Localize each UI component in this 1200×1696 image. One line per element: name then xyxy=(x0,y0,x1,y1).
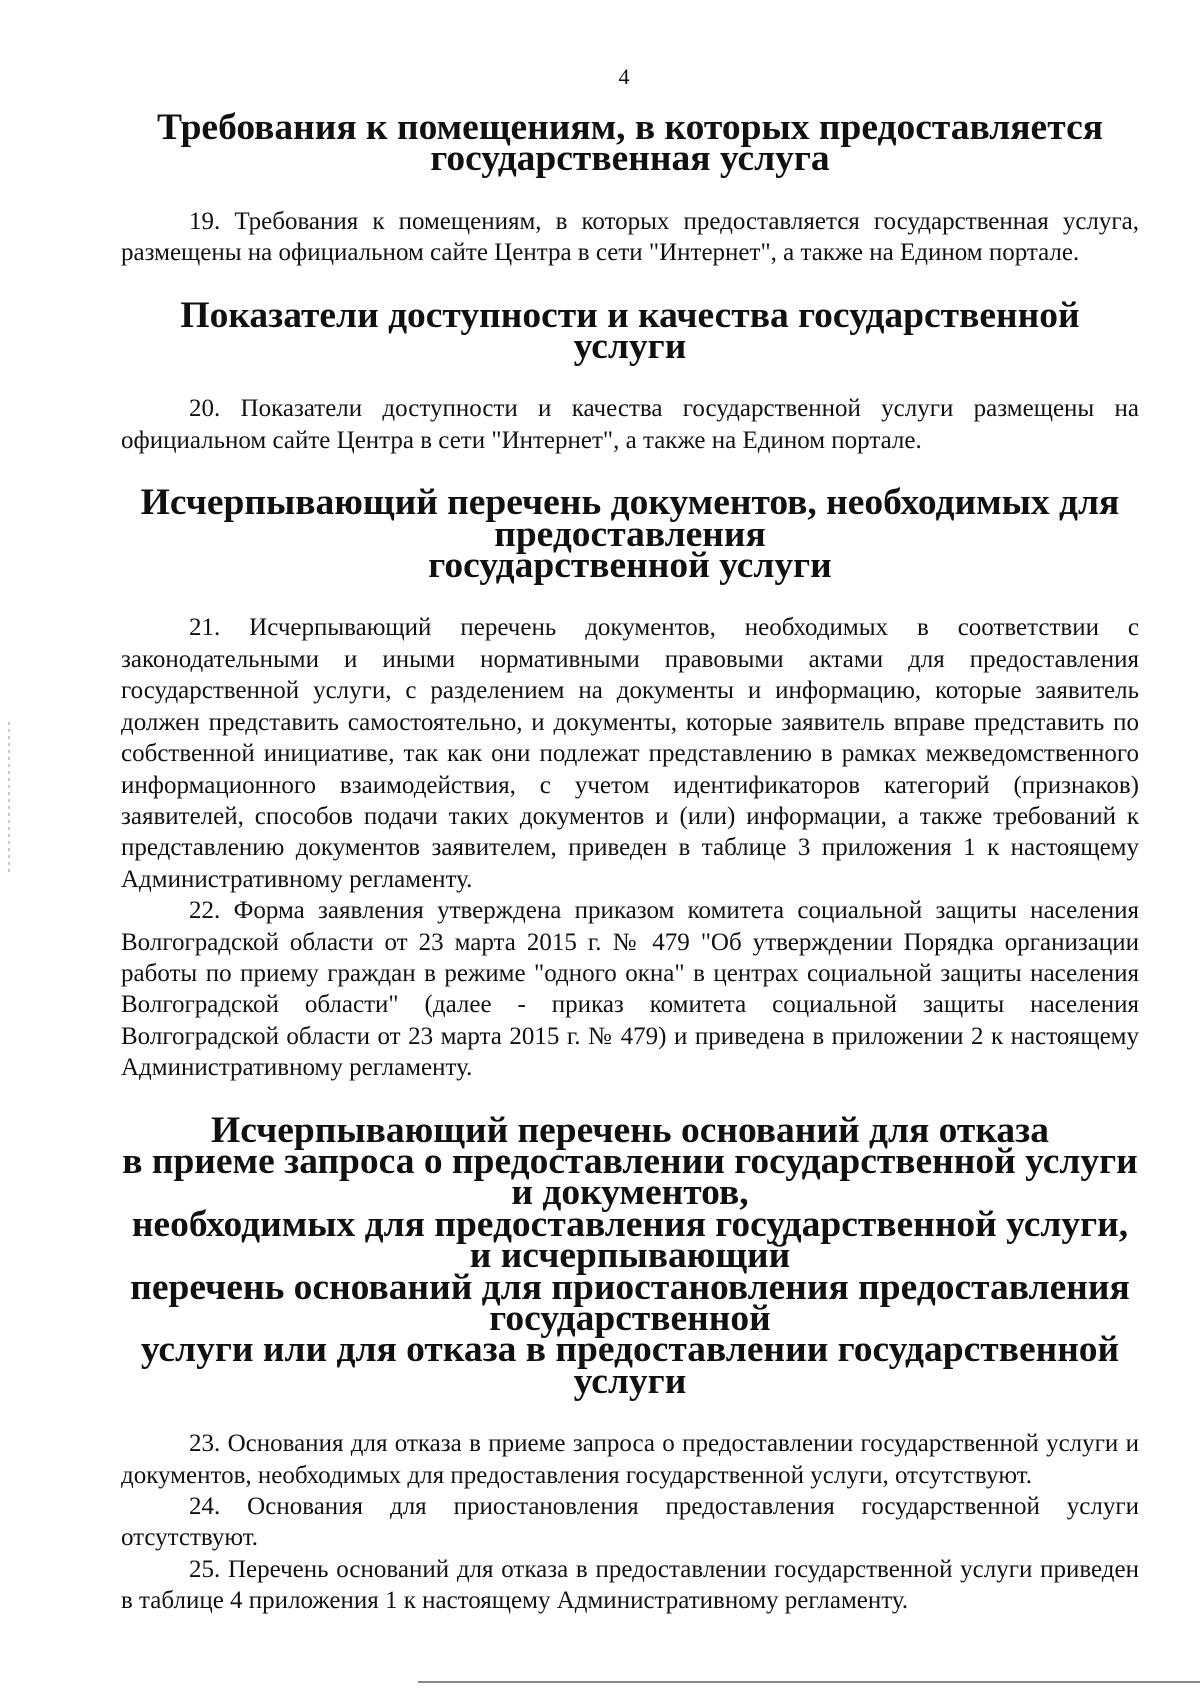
paragraph-22: 22. Форма заявления утверждена приказом комитета социальной защиты населения Волгоградской области от 23 марта 2015 г. № 479 "Об утверждении Порядка организации работы по приему граждан в режиме "одного окна" в центрах социальной защиты населения Волгоградской области" (далее - приказ комитета социальной защиты населения Волгоградской области от 23 марта 2015 г. № 479) и приведена в приложении 2 к настоящему Административному регламенту. xyxy=(121,897,1139,1082)
section-heading xyxy=(121,294,1139,368)
heading-line: Исчерпывающий перечень документов, необходимых для предоставления xyxy=(140,482,1120,555)
paragraph-19: 19. Требования к помещениям, в которых предоставляется государственная услуга, размещены на официальном сайте Центра в сети "Интернет", а также на Едином портале. xyxy=(121,207,1139,267)
scan-margin-mark xyxy=(8,722,10,872)
section-heading xyxy=(121,1109,1139,1402)
heading-line: в приеме запроса о предоставлении государственной услуги и документов, xyxy=(122,1140,1138,1214)
paragraph-23: 23. Основания для отказа в приеме запроса о предоставлении государственной услуги и документов, необходимых для предоставления государственной услуги, отсутствуют. xyxy=(121,1430,1139,1489)
section-heading xyxy=(121,482,1139,587)
paragraph-25: 25. Перечень оснований для отказа в предоставлении государственной услуги приведен в таблице 4 приложения 1 к настоящему Административному регламенту. xyxy=(121,1555,1139,1615)
paragraph-21: 21. Исчерпывающий перечень документов, необходимых в соответствии с законодательными и иными нормативными правовыми актами для предоставления государственной услуги, с разделением на документы и информацию, которые заявитель должен представить самостоятельно, и документы, которые заявитель вправе представить по собственной инициативе, так как они подлежат представлению в рамках межведомственного информационного взаимодействия, с учетом идентификаторов категорий (признаков) заявителей, способов подачи таких документов и (или) информации, а также требований к представлению документов заявителем, приведен в таблице 3 приложения 1 к настоящему Административному регламенту. xyxy=(121,614,1139,893)
heading-line: услуги или для отказа в предоставлении государственной услуги xyxy=(140,1329,1120,1402)
heading-line: государственной услуги xyxy=(428,545,832,587)
heading-line: необходимых для предоставления государственной услуги, и исчерпывающий xyxy=(131,1203,1129,1277)
paragraph-20: 20. Показатели доступности и качества государственной услуги размещены на официальном сайте Центра в сети "Интернет", а также на Едином портале. xyxy=(121,395,1139,454)
document-body xyxy=(121,107,1139,1617)
paragraph-24: 24. Основания для приостановления предоставления государственной услуги отсутствуют. xyxy=(121,1493,1139,1552)
bottom-rule xyxy=(418,1681,1200,1683)
heading-line: Требования к помещениям, в которых предоставляется государственная услуга xyxy=(156,107,1103,180)
page-number: 4 xyxy=(618,64,630,89)
section-heading xyxy=(121,107,1139,180)
heading-line: Показатели доступности и качества государственной услуги xyxy=(180,294,1080,368)
heading-line: перечень оснований для приостановления предоставления государственной xyxy=(130,1266,1130,1339)
heading-line: Исчерпывающий перечень оснований для отказа xyxy=(211,1109,1049,1151)
